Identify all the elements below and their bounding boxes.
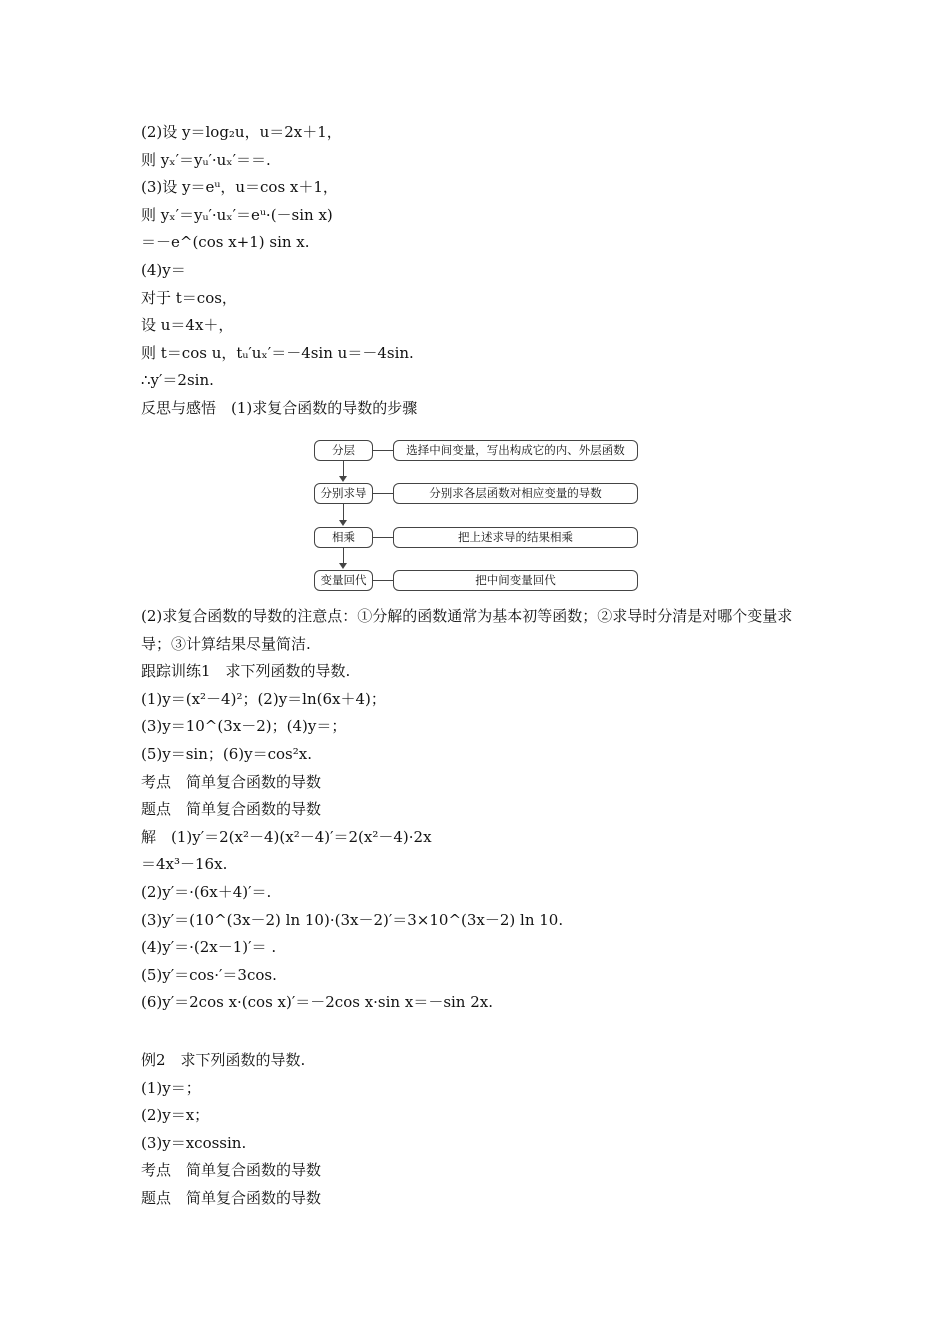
text-line: 对于 t＝cos，: [141, 288, 237, 307]
flow-connector: [373, 580, 393, 581]
flow-arrow-line: [343, 548, 344, 563]
exercise-text-block: [141, 603, 821, 1017]
topic-label: 考点 简单复合函数的导数: [141, 772, 322, 791]
flow-step-label: 变量回代: [314, 570, 373, 591]
text-line: ∴y′＝2sin.: [141, 371, 214, 390]
arrow-down-icon: [339, 520, 347, 526]
solution-text-block: [141, 119, 821, 423]
text-line: (2)y＝x；: [141, 1106, 210, 1125]
flow-step-label: 分别求导: [314, 483, 373, 504]
flow-step-description: 分别求各层函数对相应变量的导数: [393, 483, 638, 504]
subtopic-label: 题点 简单复合函数的导数: [141, 1188, 322, 1207]
flow-step-description: 选择中间变量，写出构成它的内、外层函数: [393, 440, 638, 461]
text-line: (2)y′＝·(6x＋4)′＝.: [141, 882, 272, 901]
note-paragraph: (2)求复合函数的导数的注意点：①分解的函数通常为基本初等函数；②求导时分清是对哪个变量求导；③计算结果尽量简洁.: [141, 607, 793, 653]
subtopic-label: 题点 简单复合函数的导数: [141, 800, 322, 819]
flow-step-label: 相乘: [314, 527, 373, 548]
exercise-heading: 跟踪训练1 求下列函数的导数.: [141, 662, 351, 681]
text-line: 则 yₓ′＝yᵤ′·uₓ′＝＝.: [141, 150, 271, 169]
text-line: (4)y＝: [141, 260, 186, 279]
text-line: (3)设 y＝eᵘ，u＝cos x＋1，: [141, 178, 338, 197]
text-line: (4)y′＝·(2x－1)′＝ .: [141, 938, 277, 957]
flow-arrow-line: [343, 461, 344, 476]
topic-label: 考点 简单复合函数的导数: [141, 1161, 322, 1180]
composite-derivative-flowchart: [314, 436, 644, 594]
text-line: (5)y′＝cos·′＝3cos.: [141, 965, 277, 984]
flow-arrow-line: [343, 504, 344, 520]
flow-connector: [373, 493, 393, 494]
example-heading: 例2 求下列函数的导数.: [141, 1051, 306, 1069]
flow-step-description: 把中间变量回代: [393, 570, 638, 591]
flow-connector: [373, 450, 393, 451]
text-line: (1)y＝；: [141, 1078, 201, 1097]
text-line: (3)y＝10^(3x－2)；(4)y＝；: [141, 717, 347, 736]
flow-step-description: 把上述求导的结果相乘: [393, 527, 638, 548]
text-line: (1)y＝(x²－4)²；(2)y＝ln(6x＋4)；: [141, 689, 386, 708]
arrow-down-icon: [339, 563, 347, 569]
example-text-block: [141, 1047, 821, 1213]
flow-step-label: 分层: [314, 440, 373, 461]
text-line: (3)y′＝(10^(3x－2) ln 10)·(3x－2)′＝3×10^(3x－2) ln 10.: [141, 910, 564, 929]
text-line: (2)设 y＝log₂u，u＝2x＋1，: [141, 123, 342, 141]
text-line: 则 yₓ′＝yᵤ′·uₓ′＝eᵘ·(－sin x): [141, 205, 333, 224]
text-line: 则 t＝cos u，tᵤ′uₓ′＝－4sin u＝－4sin.: [141, 343, 414, 362]
flow-connector: [373, 537, 393, 538]
reflection-heading: 反思与感悟 (1)求复合函数的导数的步骤: [141, 398, 418, 417]
text-line: (6)y′＝2cos x·(cos x)′＝－2cos x·sin x＝－sin 2x.: [141, 993, 494, 1012]
text-line: ＝－e^(cos x+1) sin x.: [141, 233, 310, 252]
text-line: 解 (1)y′＝2(x²－4)(x²－4)′＝2(x²－4)·2x: [141, 827, 432, 846]
text-line: 设 u＝4x＋，: [141, 316, 234, 335]
text-line: (3)y＝xcossin.: [141, 1133, 247, 1152]
arrow-down-icon: [339, 476, 347, 482]
text-line: ＝4x³－16x.: [141, 855, 228, 874]
text-line: (5)y＝sin；(6)y＝cos²x.: [141, 744, 312, 763]
